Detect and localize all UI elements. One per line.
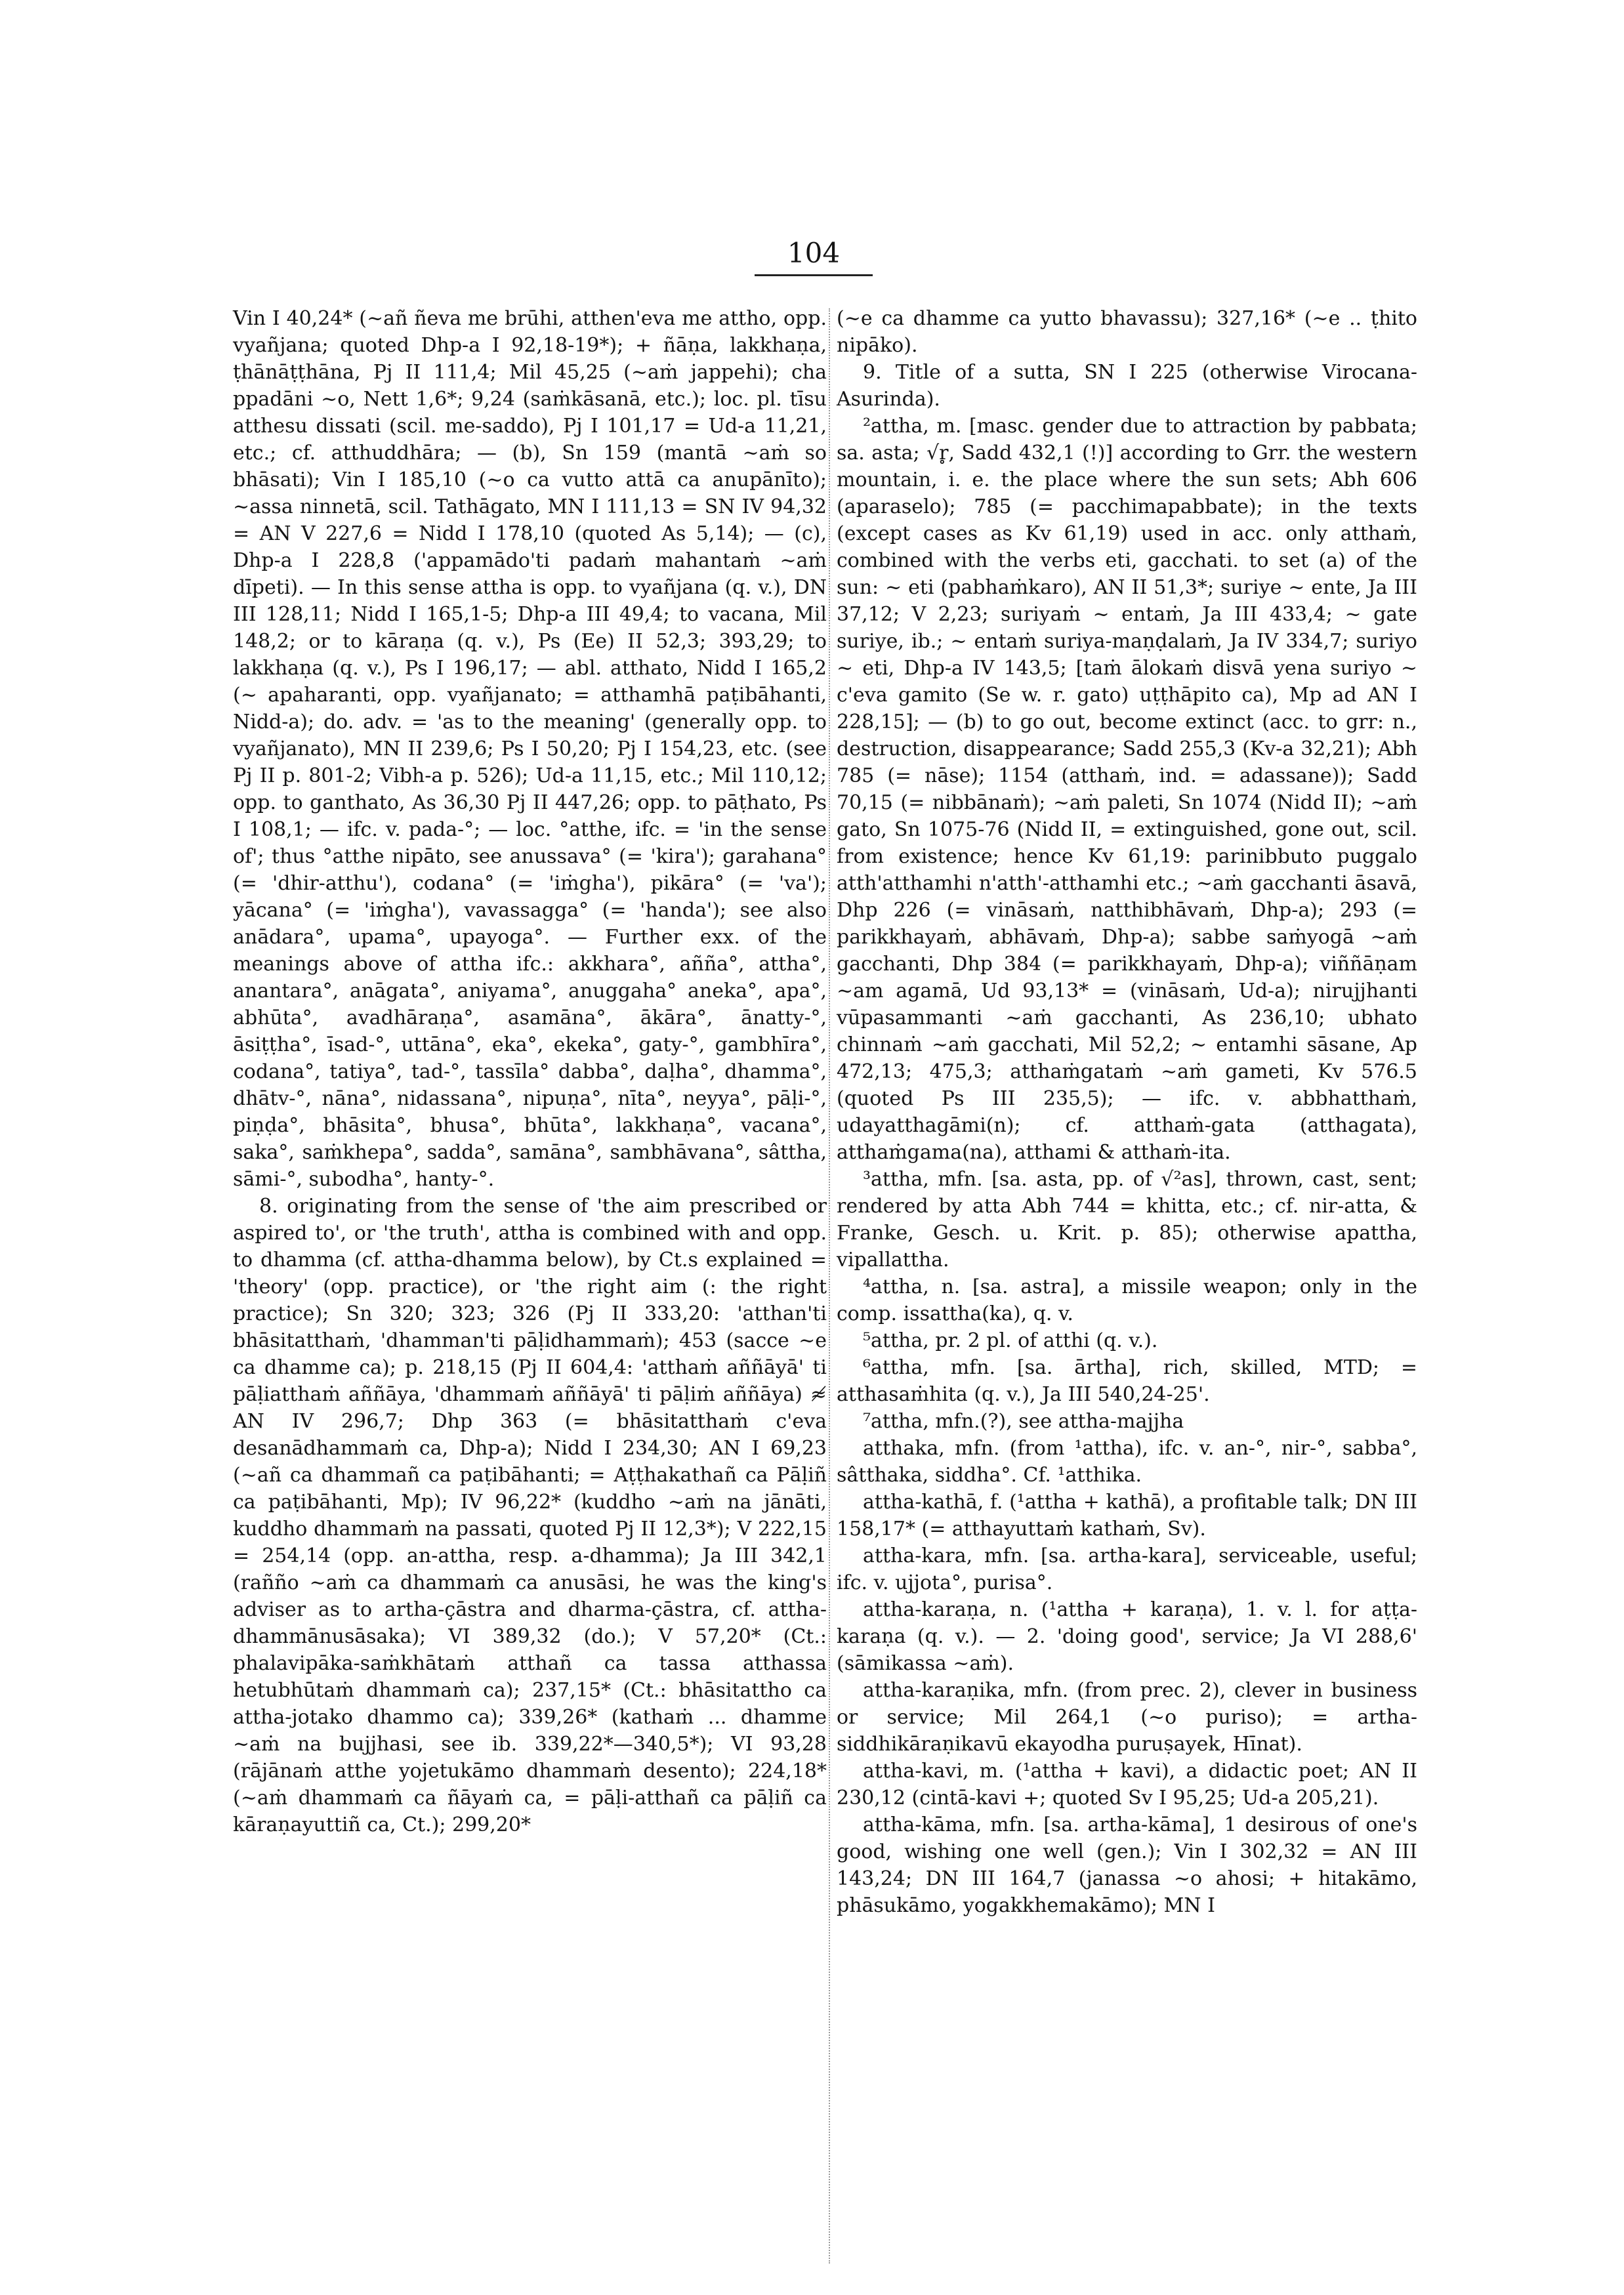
entry-paragraph: ⁴attha, n. [sa. astra], a missile weapon; only in the comp. issattha(ka), q. v.: [837, 1275, 1417, 1325]
entry-paragraph: ³attha, mfn. [sa. asta, pp. of √²as], thrown, cast, sent; rendered by atta Abh 744 = khitta, etc.; cf. nir-atta, & Franke, Gesch. u. Krit. p. 85); otherwise apattha, vipallattha.: [837, 1168, 1417, 1272]
page-number: 104: [787, 237, 841, 269]
entry-paragraph: ²attha, m. [masc. gender due to attraction by pabbata; sa. asta; √r̥, Sadd 432,1 (!)] according to Grr. the western mountain, i. e. the place where the sun sets; Abh 606 (aparaselo); 785 (= pacchimapabbate); in the texts (except cases as Kv 61,19) used in acc. only atthaṁ, combined with the verbs eti, gacchati. to set (a) of the sun: ~ eti (pabhaṁkaro), AN II 51,3*; suriye ~ ente, Ja III 37,12; V 2,23; suriyaṁ ~ entaṁ, Ja III 433,4; ~ gate suriye, ib.; ~ entaṁ suriya-maṇḍalaṁ, Ja IV 334,7; suriyo ~ eti, Dhp-a IV 143,5; [taṁ ālokaṁ disvā yena suriyo ~ c'eva gamito (Se w. r. gato) uṭṭhāpito ca), Mp ad AN I 228,15]; — (b) to go out, become extinct (acc. to grr: n., destruction, disappearance; Sadd 255,3 (Kv-a 32,21); Abh 785 (= nāse); 1154 (atthaṁ, ind. = adassane)); Sadd 70,15 (= nibbānaṁ); ~aṁ paleti, Sn 1074 (Nidd II); ~aṁ gato, Sn 1075-76 (Nidd II, = extinguished, gone out, scil. from existence; hence Kv 61,19: parinibbuto puggalo atth'atthamhi n'atth'-atthamhi etc.; ~aṁ gacchanti āsavā, Dhp 226 (= vināsaṁ, natthibhāvaṁ, Dhp-a); 293 (= parikkhayaṁ, abhāvaṁ, Dhp-a); sabbe saṁyogā ~aṁ gacchanti, Dhp 384 (= parikkhayaṁ, Dhp-a); viññāṇam ~am agamā, Ud 93,13* = (vināsaṁ, Ud-a); nirujjhanti vūpasammanti ~aṁ gacchanti, As 236,10; ubhato chinnaṁ ~aṁ gacchati, Mil 52,2; ~ entamhi sāsane, Ap 472,13; 475,3; atthaṁgataṁ ~aṁ gameti, Kv 576.5 (quoted Ps III 235,5); — ifc. v. abbhatthaṁ, udayatthagāmi(n); cf. atthaṁ-gata (atthagata), atthaṁgama(na), atthami & atthaṁ-ita.: [837, 415, 1417, 1164]
entry-paragraph: (~e ca dhamme ca yutto bhavassu); 327,16* (~e .. ṭhito nipāko).: [837, 307, 1417, 357]
entry-paragraph: ⁵attha, pr. 2 pl. of atthi (q. v.).: [863, 1329, 1158, 1352]
entry-paragraph: attha-kara, mfn. [sa. artha-kara], serviceable, useful; ifc. v. ujjota°, purisa°.: [837, 1544, 1417, 1594]
entry-paragraph: attha-karaṇa, n. (¹attha + karaṇa), 1. v. l. for aṭṭa-karaṇa (q. v.). — 2. 'doing good', service; Ja VI 288,6' (sāmikassa ~aṁ).: [837, 1598, 1417, 1675]
entry-paragraph: 8. originating from the sense of 'the aim prescribed or aspired to', or 'the truth', attha is combined with and opp. to dhamma (cf. attha-dhamma below), by Ct.s explained = 'theory' (opp. practice), or 'the right aim (: the right practice); Sn 320; 323; 326 (Pj II 333,20: 'atthan'ti bhāsitatthaṁ, 'dhamman'ti pāḷidhammaṁ); 453 (sacce ~e ca dhamme ca); p. 218,15 (Pj II 604,4: 'atthaṁ aññāyā' ti pāḷiatthaṁ aññāya, 'dhammaṁ aññāyā' ti pāḷiṁ aññāya) ≉ AN IV 296,7; Dhp 363 (= bhāsitatthaṁ c'eva desanādhammaṁ ca, Dhp-a); Nidd I 234,30; AN I 69,23 (~añ ca dhammañ ca paṭibāhanti; = Aṭṭhakathañ ca Pāḷiñ ca paṭibāhanti, Mp); IV 96,22* (kuddho ~aṁ na jānāti, kuddho dhammaṁ na passati, quoted Pj II 12,3*); V 222,15 = 254,14 (opp. an-attha, resp. a-dhamma); Ja III 342,1 (rañño ~aṁ ca dhammaṁ ca anusāsi, he was the king's adviser as to artha-çāstra and dharma-çāstra, cf. attha-dhammānusāsaka); VI 389,32 (do.); V 57,20* (Ct.: phalavipāka-saṁkhātaṁ atthañ ca tassa atthassa hetubhūtaṁ dhammaṁ ca); 237,15* (Ct.: bhāsitattho ca attha-jotako dhammo ca); 339,26* (kathaṁ ... dhamme ~aṁ na bujjhasi, see ib. 339,22*—340,5*); VI 93,28 (rājānaṁ atthe yojetukāmo dhammaṁ desento); 224,18* (~aṁ dhammaṁ ca ñāyaṁ ca, = pāḷi-atthañ ca pāḷiñ ca kāraṇayuttiñ ca, Ct.); 299,20*: [233, 1195, 827, 1836]
entry-paragraph: attha-kavi, m. (¹attha + kavi), a didactic poet; AN II 230,12 (cintā-kavi +; quoted Sv I 95,25; Ud-a 205,21).: [837, 1760, 1417, 1809]
entry-paragraph: attha-kāma, mfn. [sa. artha-kāma], 1 desirous of one's good, wishing one well (gen.); Vin I 302,32 = AN III 143,24; DN III 164,7 (janassa ~o ahosi; + hitakāmo, phāsukāmo, yogakkhemakāmo); MN I: [837, 1813, 1417, 1917]
entry-paragraph: Vin I 40,24* (~añ ñeva me brūhi, atthen'eva me attho, opp. vyañjana; quoted Dhp-a I 92,18-19*); + ñāṇa, lakkhaṇa, ṭhānāṭṭhāna, Pj II 111,4; Mil 45,25 (~aṁ jappehi); cha ppadāni ~o, Nett 1,6*; 9,24 (saṁkāsanā, etc.); loc. pl. tīsu atthesu dissati (scil. me-saddo), Pj I 101,17 = Ud-a 11,21, etc.; cf. atthuddhāra; — (b), Sn 159 (mantā ~aṁ so bhāsati); Vin I 185,10 (~o ca vutto attā ca anupānīto); ~assa ninnetā, scil. Tathāgato, MN I 111,13 = SN IV 94,32 = AN V 227,6 = Nidd I 178,10 (quoted As 5,14); — (c), Dhp-a I 228,8 ('appamādo'ti padaṁ mahantaṁ ~aṁ dīpeti). — In this sense attha is opp. to vyañjana (q. v.), DN III 128,11; Nidd I 165,1-5; Dhp-a III 49,4; to vacana, Mil 148,2; or to kāraṇa (q. v.), Ps (Ee) II 52,3; 393,29; to lakkhaṇa (q. v.), Ps I 196,17; — abl. atthato, Nidd I 165,2 (~ apaharanti, opp. vyañjanato; = atthamhā paṭibāhanti, Nidd-a); do. adv. = 'as to the meaning' (generally opp. to vyañjanato), MN II 239,6; Ps I 50,20; Pj I 154,23, etc. (see Pj II p. 801-2; Vibh-a p. 526); Ud-a 11,15, etc.; Mil 110,12; opp. to ganthato, As 36,30 Pj II 447,26; opp. to pāṭhato, Ps I 108,1; — ifc. v. pada-°; — loc. °atthe, ifc. = 'in the sense of'; thus °atthe nipāto, see anussava° (= 'kira'); garahana° (= 'dhir-atthu'), codana° (= 'iṁgha'), pikāra° (= 'va'); yācana° (= 'iṁgha'), vavassagga° (= 'handa'); see also anādara°, upama°, upayoga°. — Further exx. of the meanings above of attha ifc.: akkhara°, añña°, attha°, anantara°, anāgata°, aniyama°, anuggaha° aneka°, apa°, abhūta°, avadhāraṇa°, asamāna°, ākāra°, ānatty-°, āsiṭṭha°, īsad-°, uttāna°, eka°, ekeka°, gaty-°, gambhīra°, codana°, tatiya°, tad-°, tassīla° dabba°, daḷha°, dhamma°, dhātv-°, nāna°, nidassana°, nipuṇa°, nīta°, neyya°, pāḷi-°, piṇḍa°, bhāsita°, bhusa°, bhūta°, lakkhaṇa°, vacana°, saka°, saṁkhepa°, sadda°, samāna°, sambhāvana°, sâttha, sāmi-°, subodha°, hanty-°.: [233, 307, 827, 1191]
entry-paragraph: ⁷attha, mfn.(?), see attha-majjha: [863, 1410, 1184, 1433]
header-rule: [755, 274, 873, 276]
entry-paragraph: atthaka, mfn. (from ¹attha), ifc. v. an-°, nir-°, sabba°, sâtthaka, siddha°. Cf. ¹atthika.: [837, 1437, 1417, 1487]
entry-paragraph: 9. Title of a sutta, SN I 225 (otherwise Virocana-Asurinda).: [837, 361, 1417, 411]
entry-paragraph: attha-karaṇika, mfn. (from prec. 2), clever in business or service; Mil 264,1 (~o puriso); = artha-siddhikāraṇikavū ekayodha puruṣayek, Hīnat).: [837, 1679, 1417, 1756]
column-divider: [829, 308, 830, 2264]
right-column: [837, 305, 1417, 1919]
entry-paragraph: ⁶attha, mfn. [sa. ārtha], rich, skilled, MTD; = atthasaṁhita (q. v.), Ja III 540,24-25'.: [837, 1356, 1417, 1406]
left-column: [233, 305, 827, 1838]
entry-paragraph: attha-kathā, f. (¹attha + kathā), a profitable talk; DN III 158,17* (= atthayuttaṁ kathaṁ, Sv).: [837, 1491, 1417, 1540]
